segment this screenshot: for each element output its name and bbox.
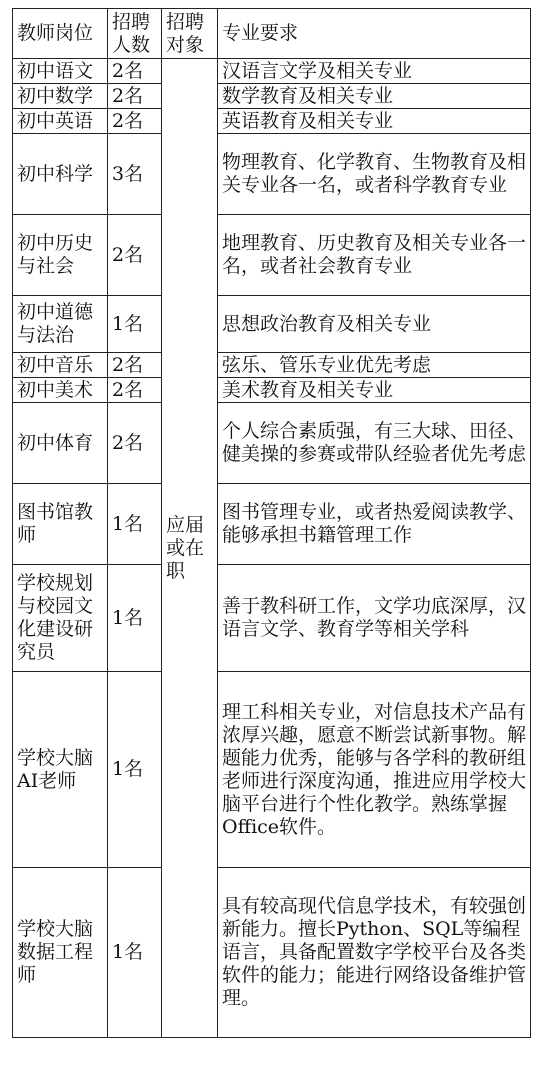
table-row — [13, 215, 531, 296]
table-row — [13, 868, 531, 1038]
header-requirement: 专业要求 — [218, 9, 531, 59]
count-cell: 2名 — [108, 403, 162, 484]
table-row — [13, 565, 531, 672]
count-cell: 1名 — [108, 868, 162, 1038]
header-target — [162, 9, 218, 59]
requirement-cell: 物理教育、化学教育、生物教育及相关专业各一名，或者科学教育专业 — [218, 134, 531, 215]
count-cell: 1名 — [108, 484, 162, 565]
count-cell: 2名 — [108, 215, 162, 296]
count-cell: 1名 — [108, 296, 162, 353]
count-cell: 2名 — [108, 353, 162, 378]
requirement-cell: 英语教育及相关专业 — [218, 109, 531, 134]
table-row — [13, 84, 531, 109]
position-cell: 初中历史与社会 — [13, 215, 108, 296]
table-row — [13, 484, 531, 565]
count-cell: 1名 — [108, 565, 162, 672]
requirement-cell: 具有较高现代信息学技术，有较强创新能力。擅长Python、SQL等编程语言，具备配置数字学校平台及各类软件的能力；能进行网络设备维护管理。 — [218, 868, 531, 1038]
requirement-cell: 图书管理专业，或者热爱阅读教学、能够承担书籍管理工作 — [218, 484, 531, 565]
requirement-cell: 弦乐、管乐专业优先考虑 — [218, 353, 531, 378]
table-row — [13, 353, 531, 378]
position-cell: 初中语文 — [13, 59, 108, 84]
count-cell: 2名 — [108, 109, 162, 134]
table-row — [13, 296, 531, 353]
requirement-cell: 个人综合素质强，有三大球、田径、健美操的参赛或带队经验者优先考虑 — [218, 403, 531, 484]
count-cell: 2名 — [108, 84, 162, 109]
requirement-cell: 思想政治教育及相关专业 — [218, 296, 531, 353]
count-cell: 2名 — [108, 378, 162, 403]
table-row — [13, 672, 531, 868]
position-cell: 学校规划与校园文化建设研究员 — [13, 565, 108, 672]
position-cell: 图书馆教师 — [13, 484, 108, 565]
position-cell: 初中道德与法治 — [13, 296, 108, 353]
table-row — [13, 403, 531, 484]
position-cell: 初中英语 — [13, 109, 108, 134]
requirement-cell: 美术教育及相关专业 — [218, 378, 531, 403]
count-cell: 2名 — [108, 59, 162, 84]
header-row — [13, 9, 531, 59]
position-cell: 学校大脑数据工程师 — [13, 868, 108, 1038]
header-target-text: 招聘对象 — [166, 10, 205, 56]
table-row — [13, 109, 531, 134]
position-cell: 初中体育 — [13, 403, 108, 484]
requirement-cell: 理工科相关专业，对信息技术产品有浓厚兴趣，愿意不断尝试新事物。解题能力优秀，能够与各学科的教研组老师进行深度沟通，推进应用学校大脑平台进行个性化教学。熟练掌握Office软件。 — [218, 672, 531, 868]
count-cell: 3名 — [108, 134, 162, 215]
header-position: 教师岗位 — [13, 9, 108, 59]
table-row — [13, 134, 531, 215]
position-cell: 初中数学 — [13, 84, 108, 109]
header-count — [108, 9, 162, 59]
recruitment-table — [12, 8, 531, 1038]
target-cell: 应届或在职 — [162, 59, 218, 1038]
position-cell: 初中美术 — [13, 378, 108, 403]
requirement-cell: 数学教育及相关专业 — [218, 84, 531, 109]
count-cell: 1名 — [108, 672, 162, 868]
requirement-cell: 善于教科研工作，文学功底深厚，汉语言文学、教育学等相关学科 — [218, 565, 531, 672]
position-cell: 学校大脑AI老师 — [13, 672, 108, 868]
requirement-cell: 汉语言文学及相关专业 — [218, 59, 531, 84]
header-count-text: 招聘人数 — [112, 10, 151, 56]
position-cell: 初中科学 — [13, 134, 108, 215]
table-row — [13, 59, 531, 84]
requirement-cell: 地理教育、历史教育及相关专业各一名，或者社会教育专业 — [218, 215, 531, 296]
table-row — [13, 378, 531, 403]
position-cell: 初中音乐 — [13, 353, 108, 378]
